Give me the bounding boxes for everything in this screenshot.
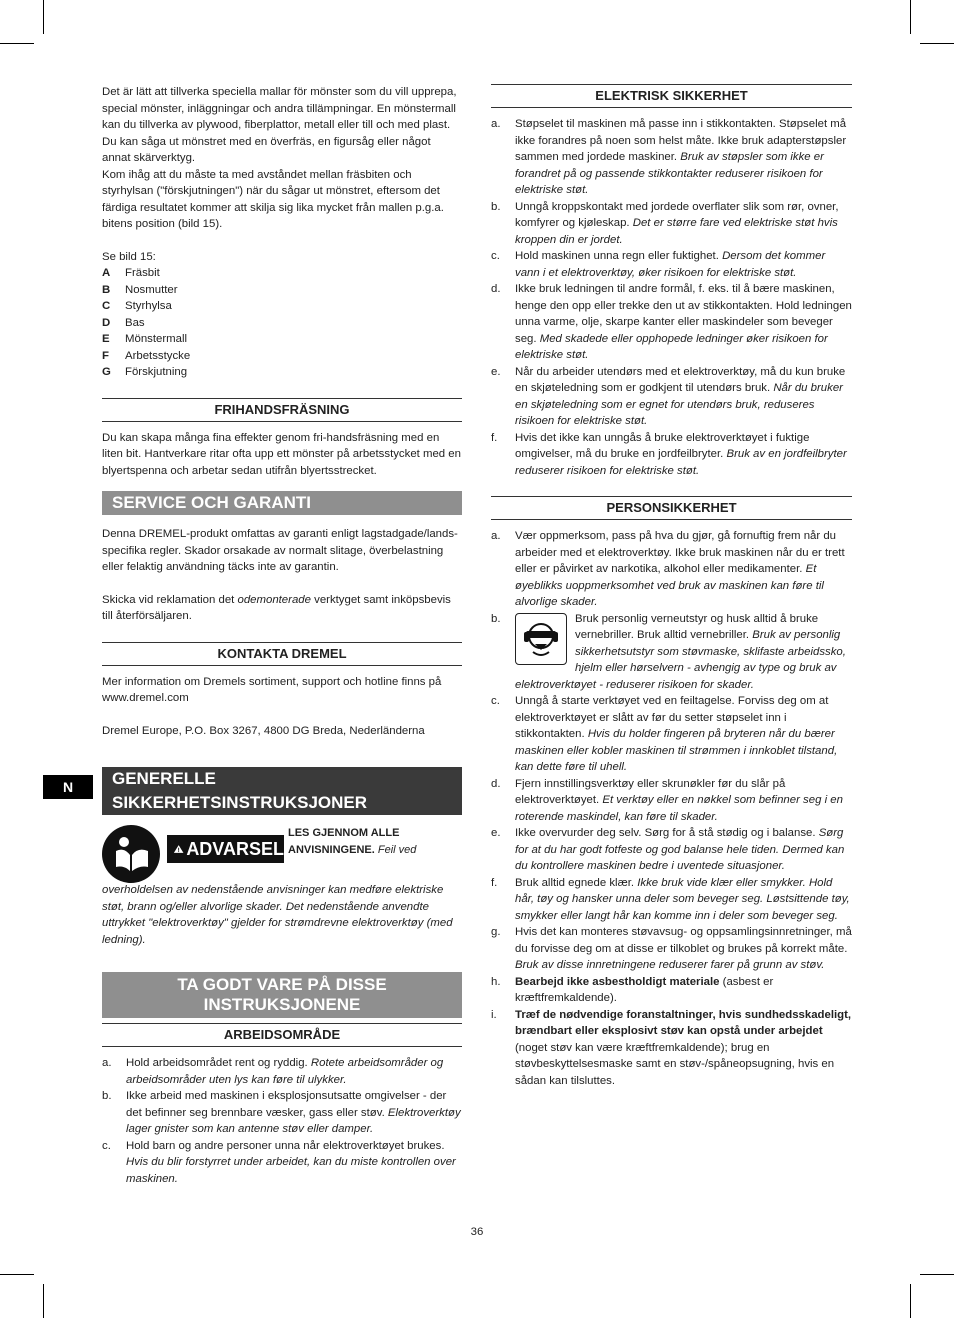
figure-legend-item: C Styrhylsa (102, 300, 172, 312)
section-heading-electrical: ELEKTRISK SIKKERHET (491, 84, 852, 108)
warning-intro-start: Feil ved (377, 843, 417, 856)
list-item: a. Støpselet til maskinen må passe inn i stikkontakten. Støpselet må ikke forandres på noen som helst måte. Ikke bruk adapterstøpsler sammen med jordede maskiner. Bruk av støpsler som ikke er forandret på og passende stikkontakter reduserer risikoen for elektriske støt. (491, 118, 847, 196)
service-text-2: Skicka vid reklamation det odemonterade verktyget samt inköpsbevis till återförsäljaren. (102, 593, 451, 622)
section-banner-general-safety: GENERELLE SIKKERHETSINSTRUKSJONER (102, 767, 462, 815)
section-heading-work-area: ARBEIDSOMRÅDE (102, 1023, 462, 1047)
figure-legend-item: B Nosmutter (102, 283, 178, 296)
personal-safety-list (491, 528, 852, 693)
list-item: b. Bruk personlig verneutstyr og husk alltid å bruke vernebriller. Bruk alltid vernebriller. Bruk av personlig sikkerhetsutstyr som støvmaske, sklifaste arbeidssko, hjelm eller hørselvern - avhengig av type og bruk av elektroverktøyet - reduserer risikoen for skader. (491, 612, 846, 691)
figure-reference: Se bild 15: (102, 250, 156, 263)
crop-mark (43, 0, 44, 34)
crop-mark (0, 1274, 34, 1275)
list-item: e. Ikke overvurder deg selv. Sørg for å stå stødig og i balanse. Sørg for at du har godt fotfeste og god balanse hele tiden. Dermed kan du kontrollere maskinen bedre i uventede situasjoner. (491, 827, 845, 872)
warning-label-box (167, 835, 284, 863)
list-item: g. Hvis det kan monteres støvavsug- og oppsamlingsinnretninger, må du forvisse deg om at disse er tilkoblet og brukes på korrekt måte. Bruk av disse innretningene reduserer farer på grunn av støv. (491, 926, 852, 971)
crop-mark (920, 1274, 954, 1275)
figure-legend-item: F Arbetsstycke (102, 349, 191, 362)
list-item: a. Hold arbeidsområdet rent og ryddig. Rotete arbeidsområder og arbeidsområder uten lys kan føre til ulykker. (102, 1057, 444, 1086)
list-item: c. Hold maskinen unna regn eller fuktighet. Dersom det kommer vann i et elektroverktøy, øker risikoen for elektriske støt. (491, 250, 826, 279)
warning-text: overholdelsen av nedenstående anvisninger kan medføre elektriske støt, brann og/eller alvorlige skader. Det nedenstående anvendte uttrykket "elektroverktøy" gjelder for strømdrevne elektroverktøy (med ledning). (102, 884, 453, 946)
crop-mark (920, 43, 954, 44)
list-item: f. Bruk alltid egnede klær. Ikke bruk vide klær eller smykker. Hold hår, tøy og hansker unna deler som beveger seg. Løstsittende tøy, smykker eller langt hår kan komme inn i deler som beveger seg. (491, 876, 850, 922)
contact-text: Mer information om Dremels sortiment, support och hotline finns på www.dremel.com (102, 675, 442, 704)
crop-mark (0, 43, 34, 44)
protective-gear-icon (515, 613, 567, 665)
list-item: b. Ikke arbeid med maskinen i eksplosjonsutsatte omgivelser - der det befinner seg brennbare væsker, gass eller støv. Elektroverktøy lager gnister som kan antenne støv eller damper. (102, 1090, 461, 1135)
figure-legend-list (102, 265, 462, 381)
figure-legend-item: E Mönstermall (102, 333, 188, 345)
work-area-list (102, 1055, 462, 1187)
intro-paragraph-2: Kom ihåg att du måste ta med avståndet mellan fräsbiten och styrhylsan ("förskjutningen") när du sågar ut mönstret, eftersom det färdiga resultatet kommer att skilja sig lika mycket från mallen p.g.a. bitens position (bild 15). (102, 168, 444, 230)
personal-safety-list-continued (491, 693, 852, 974)
crop-mark (910, 1284, 911, 1318)
language-tab: N (43, 775, 93, 799)
list-item: i. Træf de nødvendige foranstaltninger, hvis sundhedsskadeligt, brændbart eller eksplosivt støv kan opstå under arbejdet (noget støv kan være kræftfremkaldende); brug en støvbeskyttelsesmaske samt en støv-/spåneopsugning, hvis en sådan kan tilsluttes. (491, 1008, 852, 1087)
service-text: Denna DREMEL-produkt omfattas av garanti enligt lagstadgade/lands-specifika regler. Skador orsakade av normalt slitage, överbelastning eller felaktig användning täcks inte av garantin. (102, 528, 458, 573)
right-column (491, 84, 852, 1089)
left-column (102, 84, 462, 1187)
crop-mark (43, 1284, 44, 1318)
warning-label: ADVARSEL (186, 838, 284, 859)
warning-block (102, 825, 462, 883)
section-banner-service: SERVICE OCH GARANTI (102, 491, 462, 515)
list-item: f. Hvis det ikke kan unngås å bruke elektroverktøyet i fuktige omgivelser, må du bruke en jordfeilbryter. Bruk av en jordfeilbryter reduserer risikoen for elektriske støt. (491, 431, 847, 477)
list-item: d. Ikke bruk ledningen til andre formål, f. eks. til å bære maskinen, henge den opp eller trekke den ut av stikkontakten. Hold ledningen unna varme, olje, skarpe kanter eller maskindeler som beveger seg. Med skadede eller opphopede ledninger øker risikoen for elektriske støt. (491, 283, 852, 361)
warning-triangle-icon (173, 838, 184, 860)
section-heading-personal: PERSONSIKKERHET (491, 496, 852, 520)
section-heading-freehand: FRIHANDSFRÄSNING (102, 398, 462, 422)
list-item: d. Fjern innstillingsverktøy eller skrunøkler før du slår på elektroverktøyet. Et verktøy eller en nøkkel som befinner seg i en roterende maskindel, kan føre til skader. (491, 777, 843, 823)
section-banner-keep-instructions: TA GODT VARE PÅ DISSE INSTRUKSJONENE (102, 972, 462, 1018)
page-number: 36 (470, 1226, 484, 1238)
list-item: b. Unngå kroppskontakt med jordede overflater slik som rør, ovner, komfyrer og kjøleskap. Det er større fare ved elektriske støt hvis kroppen din er jordet. (491, 200, 839, 246)
intro-paragraph: Det är lätt att tillverka speciella mallar för mönster som du vill upprepa, special mönster, inläggningar och andra tillämpningar. En mönstermall kan du tillverka av plywood, fiberplattor, metall eller till och med plast. Du kan såga ut mönstret med en överfräs, en figursåg eller något annat skärverktyg. (102, 86, 457, 164)
read-manual-icon (102, 825, 160, 883)
freehand-text: Du kan skapa många fina effekter genom fri-handsfräsning med en liten bit. Hantverkare ritar ofta upp ett mönster på arbetsstycket med en blyertspenna och arbetar sedan utifrån blyertsstrecket. (102, 431, 461, 477)
list-item: c. Unngå å starte verktøyet ved en feiltagelse. Forviss deg om at elektroverktøyet er slått av før du setter støpselet inn i stikkontakten. Hvis du holder fingeren på bryteren når du bærer maskinen eller kobler maskinen til strømmen i innkoblet tilstand, kan dette føre til uhell. (491, 695, 838, 773)
list-item: a. Vær oppmerksom, pass på hva du gjør, gå fornuftig frem når du arbeider med et elektroverktøy. Ikke bruk maskinen når du er trett eller er påvirket av narkotika, alkohol eller medikamenter. Et øyeblikks uoppmerksomhet ved bruk av maskinen kan føre til alvorlige skader. (491, 530, 845, 608)
contact-address: Dremel Europe, P.O. Box 3267, 4800 DG Breda, Nederländerna (102, 724, 425, 737)
personal-safety-list-end (491, 974, 852, 1090)
list-item: h. Bearbejd ikke asbestholdigt materiale (asbest er kræftfremkaldende). (491, 975, 774, 1004)
warning-intro: LES GJENNOM ALLE ANVISNINGENE. Feil ved (288, 827, 417, 856)
figure-legend-item: D Bas (102, 316, 145, 329)
list-item: e. Når du arbeider utendørs med et elektroverktøy, må du kun bruke en skjøteledning som er godkjent til utendørs bruk. Når du bruker en skjøteledning som er egnet for utendørs bruk, reduseres risikoen for elektriske støt. (491, 365, 846, 427)
figure-legend-item: A Fräsbit (102, 267, 160, 279)
crop-mark (910, 0, 911, 34)
section-heading-contact: KONTAKTA DREMEL (102, 642, 462, 666)
figure-legend-item: G Förskjutning (102, 366, 188, 378)
electrical-safety-list (491, 116, 852, 479)
list-item: c. Hold barn og andre personer unna når elektroverktøyet brukes. Hvis du blir forstyrret under arbeidet, kan du miste kontrollen over maskinen. (102, 1139, 456, 1185)
